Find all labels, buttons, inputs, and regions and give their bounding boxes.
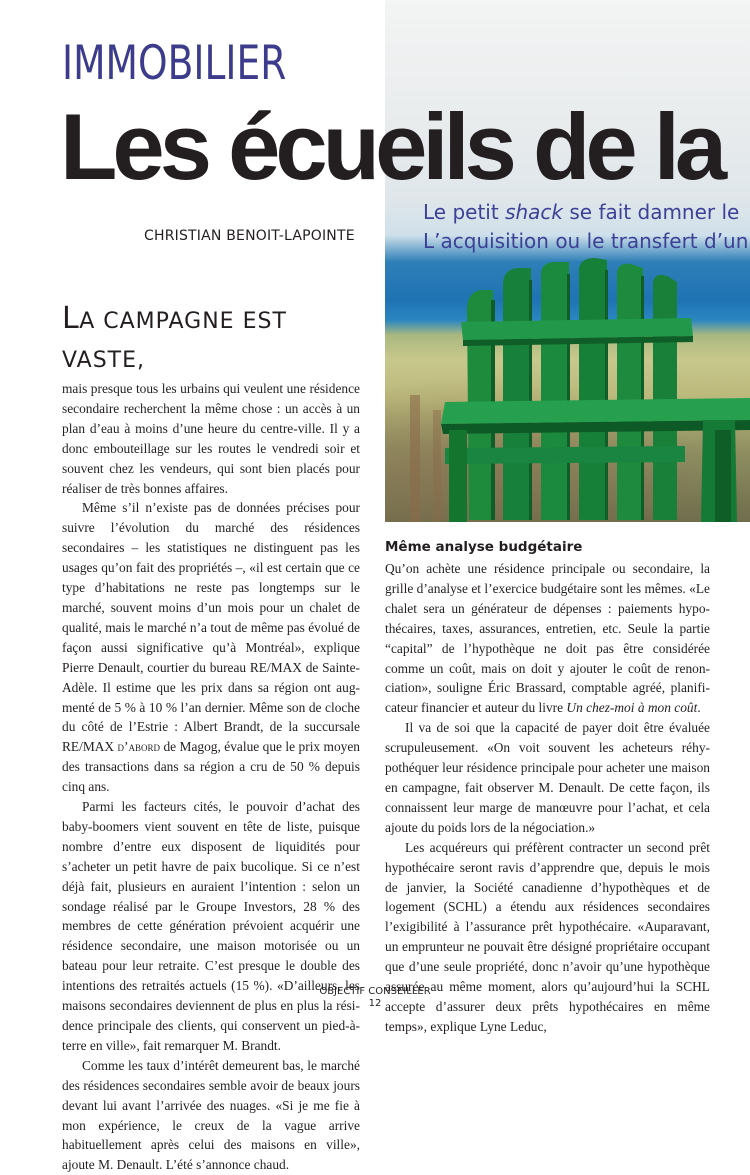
- lead-comma: ,: [137, 348, 145, 373]
- paragraph: Il va de soi que la capacité de payer doit être évaluée scrupuleusement. «On voit souvent les acheteurs réhypothéquer leur résidence principale pour acheter une maison en campagne, fait observer M. Denault. De cette façon, ils connaissent leur marge de manœuvre pour l’achat, et cela ajoute du poids lors de la négociation.»: [385, 720, 710, 835]
- paragraph: Comme les taux d’intérêt demeurent bas, le marché des résidences secondaires semble avoir de beaux jours devant lui avant l’arrivée des nuages. «Si je me fie à mon expérience, le creux de la vague arrive habituellement après celui des maisons en ville», ajoute M. Denault. L’été s’annonce chaud.: [62, 1057, 360, 1173]
- paragraph-smallcaps: d’abord: [117, 739, 161, 755]
- lead-smallcaps: A CAMPAGNE EST VASTE: [62, 309, 287, 373]
- lead-in: [62, 301, 360, 379]
- article-deck: [423, 198, 750, 256]
- page-footer: [0, 986, 750, 1010]
- paragraph-text: .: [697, 700, 701, 716]
- article-column-left: [62, 301, 360, 1175]
- paragraph: mais presque tous les urbains qui veulent une résidence secondaire recherchent la même chose : un accès à un plan d’eau à moins d’une heure du centre-ville. Il y a donc embouteillage sur les routes le vendredi soir et souvent chez les vendeurs, qui sont bien placés pour réaliser de très bonnes affaires.: [62, 381, 360, 496]
- subheading: Même analyse budgétaire: [385, 539, 583, 555]
- magazine-name: OBJECTIF CONSEILLER: [319, 986, 431, 997]
- paragraph: [385, 559, 710, 718]
- article-column-right: [385, 537, 710, 1037]
- paragraph: Parmi les facteurs cités, le pouvoir d’achat des baby-boomers vient souvent en tête de liste, puisque nombre d’entre eux disposent de liquidités pour s’acheter un petit havre de paix bucolique. Si ce n’est déjà fait, plusieurs en auraient l’intention : selon un sondage réalisé par le Groupe Investors, 28 % des membres de cette génération prévoient acquérir une résidence secondaire, une maison motorisée ou un bateau pour leur retraite. C’est presque le double des intentions des retraités actuels (15 %). «D’ailleurs, les maisons secondaires deviennent de plus en plus la résidence principale des clients, qui conservent un pied-à-terre en ville», fait remarquer M. Brandt.: [62, 799, 360, 1053]
- green-chair-illustration: [385, 0, 750, 522]
- paragraph-text: de Magog, évalue que le prix moyen des transactions dans sa région a cru de 50 % depuis cinq ans.: [62, 739, 360, 795]
- paragraph-text: Même s’il n’existe pas de données précises pour suivre l’évolution du marché des résidences secondaires – les statistiques ne distinguent pas les usages qu’on fait des propriétés –, «il est certain que ce type d’habitations ne reste pas longtemps sur le marché, souvent moins d’un mois pour un chalet de qualité, mais le marché n’a tout de même pas évolué de façon aussi significative qu’à Montréal», explique Pierre Denault, courtier du bureau RE/MAX de Sainte-Adèle. Il estime que les prix dans sa région ont augmenté de 5 % à 10 % l’an dernier. Même son de cloche du côté de l’Estrie : Albert Brandt, de la succursale RE/MAX: [62, 500, 360, 755]
- article-photo: [385, 0, 750, 522]
- deck-text: se fait damner le: [563, 200, 740, 224]
- section-rubric: IMMOBILIER: [62, 36, 287, 91]
- deck-line-1: [423, 198, 750, 227]
- deck-italic-word: shack: [505, 200, 563, 224]
- lead-initial: L: [62, 301, 80, 336]
- deck-line-2: L’acquisition ou le transfert d’un: [423, 229, 749, 253]
- paragraph: Les acquéreurs qui préfèrent contracter un second prêt hypothécaire seront ravis d’apprendre que, depuis le mois de janvier, la Société canadienne d’hypothèques et de logement (SCHL) a étendu aux résidences secondaires l’exigibilité à l’assurance prêt hypothécaire. «Auparavant, un emprunteur ne pouvait être désigné propriétaire occupant que d’une seule propriété, donc n’avoir qu’une hypothèque assurée au même moment, alors qu’aujourd’hui la SCHL accepte d’assurer deux prêts hypothécaires en même temps», explique Lyne Leduc,: [385, 839, 710, 1034]
- article-title: Les écueils de la: [60, 94, 723, 199]
- byline: CHRISTIAN BENOIT-LAPOINTE: [144, 228, 355, 244]
- page-number: 12: [368, 998, 382, 1009]
- paragraph-text: Qu’on achète une résidence principale ou secondaire, la grille d’analyse et l’exercice budgétaire sont les mêmes. «Le chalet sera un générateur de dépenses : paiements hypothécaires, taxes, assurances, entretien, etc. Seule la partie “capital” de l’hypothèque ne doit pas être considérée comme un coût, mais on doit y ajouter le coût de renonciation», souligne Éric Brassard, comptable agréé, planificateur financier et auteur du livre: [385, 561, 710, 716]
- deck-text: Le petit: [423, 200, 506, 224]
- paragraph: [62, 498, 360, 797]
- book-title: Un chez-moi à mon coût: [566, 700, 698, 716]
